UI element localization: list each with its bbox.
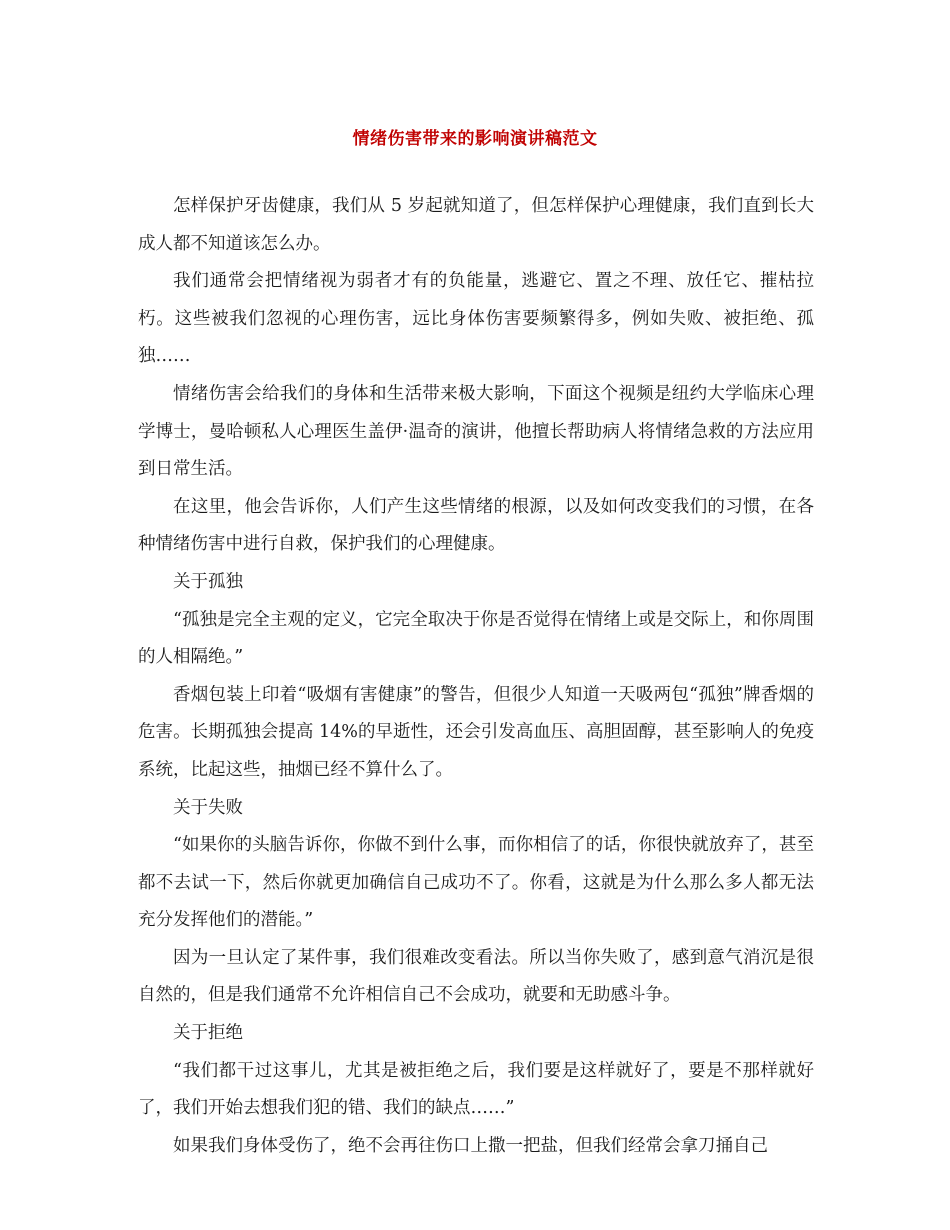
paragraph: 因为一旦认定了某件事，我们很难改变看法。所以当你失败了，感到意气消沉是很自然的，但是我们通常不允许相信自己不会成功，就要和无助感斗争。 [138, 947, 814, 1006]
paragraph: 情绪伤害会给我们的身体和生活带来极大影响，下面这个视频是纽约大学临床心理学博士，曼哈顿私人心理医生盖伊·温奇的演讲，他擅长帮助病人将情绪急救的方法应用到日常生活。 [138, 383, 814, 480]
paragraph: 在这里，他会告诉你，人们产生这些情绪的根源，以及如何改变我们的习惯，在各种情绪伤害中进行自救，保护我们的心理健康。 [138, 496, 814, 555]
section-heading: 关于拒绝 [173, 1023, 243, 1044]
document-body [138, 188, 814, 1165]
paragraph: 怎样保护牙齿健康，我们从 5 岁起就知道了，但怎样保护心理健康，我们直到长大成人都不知道该怎么办。 [138, 196, 814, 254]
paragraph: 香烟包装上印着“吸烟有害健康”的警告，但很少人知道一天吸两包“孤独”牌香烟的危害。长期孤独会提高 14%的早逝性，还会引发高血压、高胆固醇，甚至影响人的免疫系统，比起这些，抽烟已经不算什么了。 [138, 684, 814, 780]
section-heading: 关于孤独 [173, 571, 243, 592]
paragraph: 如果我们身体受伤了，绝不会再往伤口上撒一把盐，但我们经常会拿刀捅自己 [173, 1135, 768, 1156]
paragraph: 我们通常会把情绪视为弱者才有的负能量，逃避它、置之不理、放任它、摧枯拉朽。这些被我们忽视的心理伤害，远比身体伤害要频繁得多，例如失败、被拒绝、孤独…… [138, 271, 814, 367]
quote-paragraph: “如果你的头脑告诉你，你做不到什么事，而你相信了的话，你很快就放弃了，甚至都不去试一下，然后你就更加确信自己成功不了。你看，这就是为什么那么多人都无法充分发挥他们的潜能。” [138, 835, 814, 931]
document-title: 情绪伤害带来的影响演讲稿范文 [352, 129, 598, 149]
quote-paragraph: “孤独是完全主观的定义，它完全取决于你是否觉得在情绪上或是交际上，和你周围的人相隔绝。” [138, 609, 814, 668]
section-heading: 关于失败 [173, 797, 243, 818]
quote-paragraph: “我们都干过这事儿，尤其是被拒绝之后，我们要是这样就好了，要是不那样就好了，我们开始去想我们犯的错、我们的缺点……” [138, 1060, 814, 1119]
